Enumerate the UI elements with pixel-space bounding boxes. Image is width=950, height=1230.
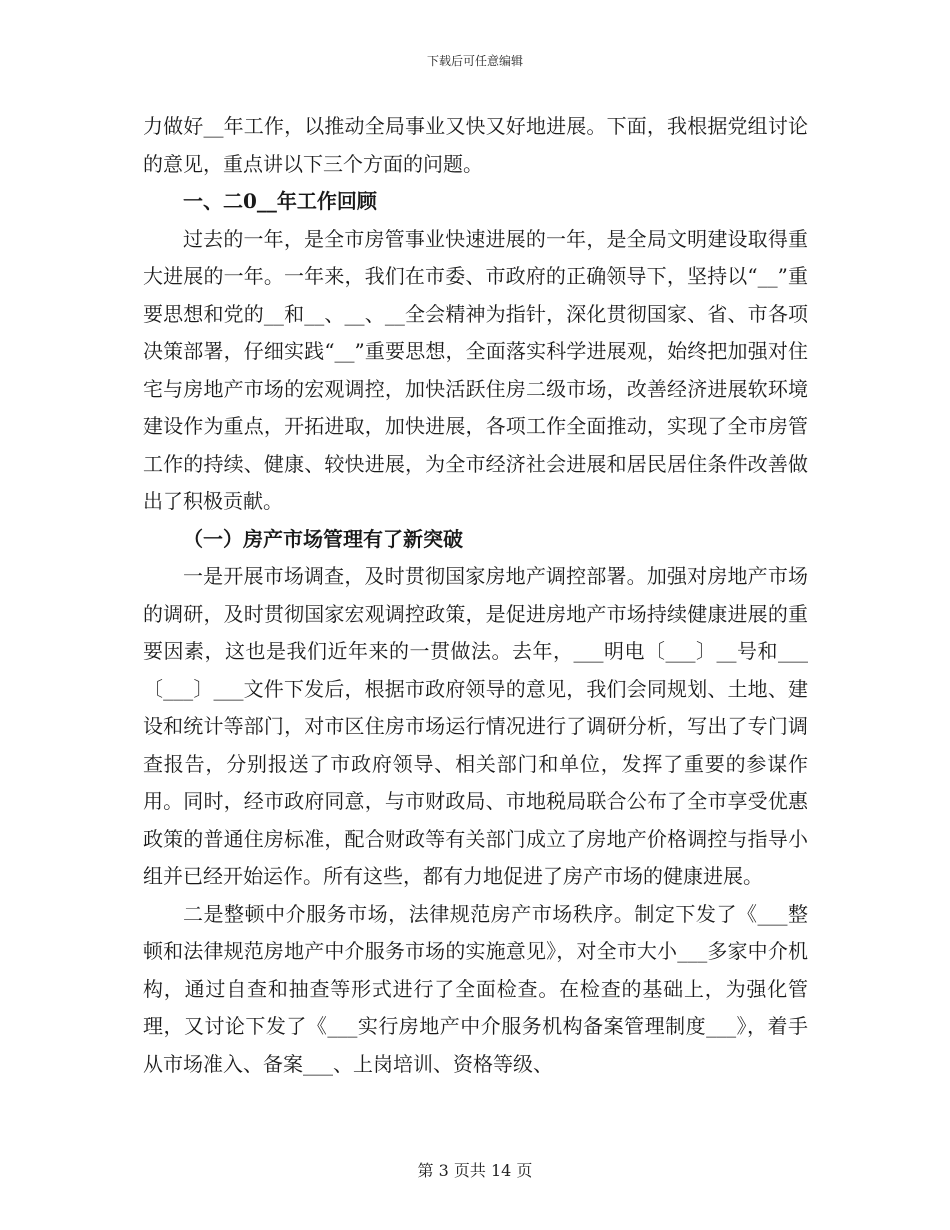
paragraph-agency-regulation: 二是整顿中介服务市场，法律规范房产市场秩序。制定下发了《___整顿和法律规范房地产中介服务市场的实施意见》，对全市大小___多家中介机构，通过自查和抽查等形式进行了全面检查。在检查的基础上，为强化管理，又讨论下发了《___实行房地产中介服务机构备案管理制度___》，着手从市场准入、备案___、上岗培训、资格等级、 xyxy=(143,901,808,1076)
paragraph-market-survey: 一是开展市场调查，及时贯彻国家房地产调控部署。加强对房地产市场的调研，及时贯彻国家宏观调控政策，是促进房地产市场持续健康进展的重要因素，这也是我们近年来的一贯做法。去年，___明电〔___〕__号和___〔___〕___文件下发后，根据市政府领导的意见，我们会同规划、土地、建设和统计等部门，对市区住房市场运行情况进行了调研分析，写出了专门调查报告，分别报送了市政府领导、相关部门和单位，发挥了重要的参谋作用。同时，经市政府同意，与市财政局、市地税局联合公布了全市享受优惠政策的普通住房标准，配合财政等有关部门成立了房地产价格调控与指导小组并已经开始运作。所有这些，都有力地促进了房产市场的健康进展。 xyxy=(143,564,808,888)
subsection-heading-market: （一）房产市场管理有了新突破 xyxy=(183,526,463,551)
section-heading-review: 一、二0__年工作回顾 xyxy=(183,189,377,213)
paragraph-review: 过去的一年，是全市房管事业快速进展的一年，是全局文明建设取得重大进展的一年。一年来，我们在市委、市政府的正确领导下，坚持以“__”重要思想和党的__和__、__、__全会精神为指针，深化贯彻国家、省、市各项决策部署，仔细实践“__”重要思想，全面落实科学进展观，始终把加强对住宅与房地产市场的宏观调控，加快活跃住房二级市场，改善经济进展软环境建设作为重点，开拓进取，加快进展，各项工作全面推动，实现了全市房管工作的持续、健康、较快进展，为全市经济社会进展和居民居住条件改善做出了积极贡献。 xyxy=(143,226,808,513)
page-header: 下载后可任意编辑 xyxy=(426,54,523,68)
page-footer: 第 3 页共 14 页 xyxy=(417,1161,533,1180)
document-body xyxy=(143,108,808,1083)
paragraph-continuation: 力做好__年工作，以推动全局事业又快又好地进展。下面，我根据党组讨论的意见，重点讲以下三个方面的问题。 xyxy=(143,114,808,176)
